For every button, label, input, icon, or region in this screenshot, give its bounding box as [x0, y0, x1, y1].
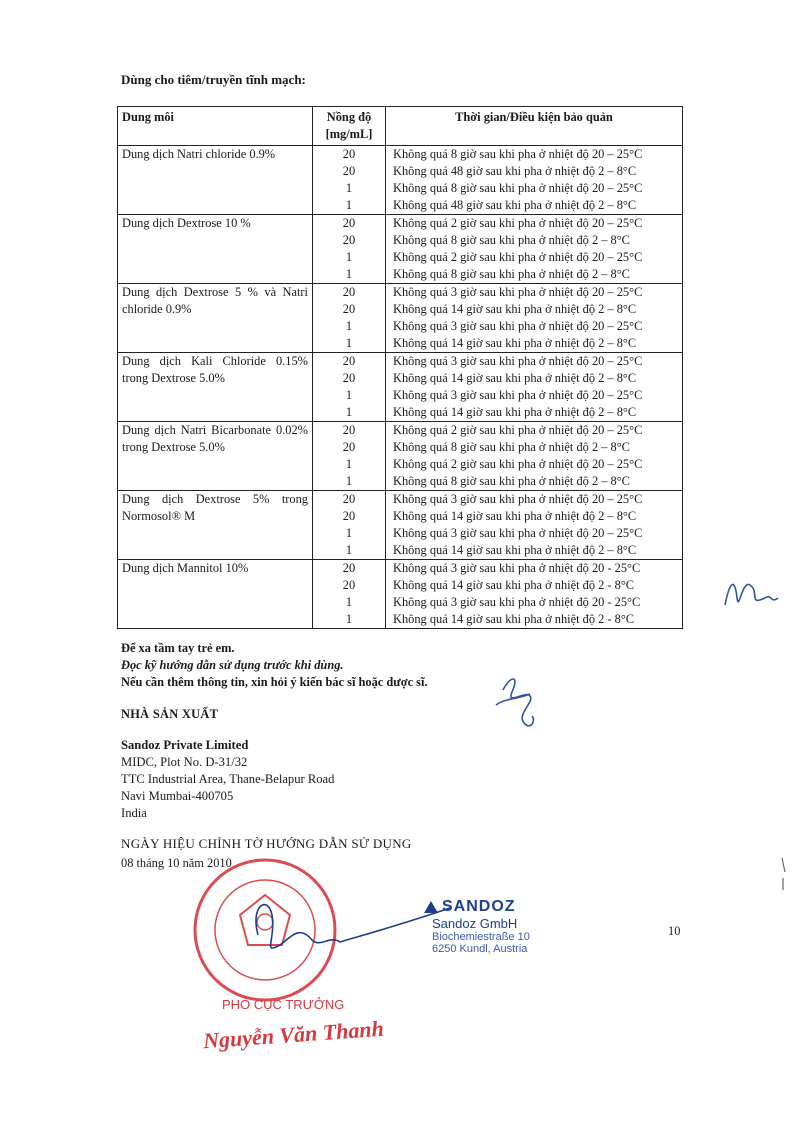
- solvent-cell: Dung dịch Dextrose 5 % và Natri chloride 0.9%: [118, 284, 313, 353]
- official-name-signature: Nguyễn Văn Thanh: [202, 1015, 385, 1054]
- warning-notes: [121, 640, 428, 691]
- concentration-cell: [313, 560, 386, 629]
- note-line: Để xa tầm tay trẻ em.: [121, 641, 235, 655]
- solvent-cell: Dung dịch Kali Chloride 0.15% trong Dextrose 5.0%: [118, 353, 313, 422]
- table-row: [118, 146, 683, 215]
- condition-text: Không quá 14 giờ sau khi pha ở nhiệt độ 2 – 8°C: [393, 543, 637, 557]
- note-line: Đọc kỹ hướng dẫn sử dụng trước khi dùng.: [121, 658, 344, 672]
- solvent-cell: Dung dịch Dextrose 10 %: [118, 215, 313, 284]
- official-title: PHÓ CỤC TRƯỞNG: [222, 997, 345, 1012]
- concentration-value: 1: [345, 405, 353, 419]
- revision-date: 08 tháng 10 năm 2010: [121, 856, 232, 870]
- condition-cell: [386, 491, 683, 560]
- table-row: [118, 491, 683, 560]
- condition-text: Không quá 14 giờ sau khi pha ở nhiệt độ 2 – 8°C: [393, 371, 637, 385]
- concentration-value: 1: [345, 612, 353, 626]
- concentration-value: 20: [342, 285, 356, 299]
- condition-text: Không quá 8 giờ sau khi pha ở nhiệt độ 20 – 25°C: [393, 181, 643, 195]
- solvent-cell: Dung dịch Dextrose 5% trong Normosol® M: [118, 491, 313, 560]
- concentration-value: 1: [345, 319, 353, 333]
- official-seal: [195, 860, 335, 1000]
- manufacturer-address: [121, 737, 334, 822]
- condition-text: Không quá 48 giờ sau khi pha ở nhiệt độ 2 – 8°C: [393, 164, 637, 178]
- concentration-value: 20: [342, 561, 356, 575]
- sandoz-company-name: Sandoz GmbH: [432, 916, 518, 931]
- header-solvent: Dung môi: [118, 107, 313, 146]
- condition-text: Không quá 14 giờ sau khi pha ở nhiệt độ 2 - 8°C: [393, 612, 635, 626]
- address-line: Navi Mumbai-400705: [121, 789, 234, 803]
- concentration-value: 1: [345, 388, 353, 402]
- condition-text: Không quá 8 giờ sau khi pha ở nhiệt độ 2 – 8°C: [393, 267, 630, 281]
- concentration-value: 1: [345, 267, 353, 281]
- solvent-cell: Dung dịch Natri chloride 0.9%: [118, 146, 313, 215]
- revision-heading: NGÀY HIỆU CHỈNH TỜ HƯỚNG DẪN SỬ DỤNG: [121, 836, 412, 851]
- condition-text: Không quá 3 giờ sau khi pha ở nhiệt độ 20 – 25°C: [393, 319, 643, 333]
- sandoz-stamp: [424, 898, 530, 955]
- solvent-cell: Dung dịch Natri Bicarbonate 0.02% trong Dextrose 5.0%: [118, 422, 313, 491]
- address-line: Sandoz Private Limited: [121, 738, 249, 752]
- table-row: [118, 353, 683, 422]
- concentration-value: 20: [342, 440, 356, 454]
- concentration-value: 20: [342, 492, 356, 506]
- concentration-value: 20: [342, 216, 356, 230]
- section-heading: Dùng cho tiêm/truyền tĩnh mạch:: [121, 72, 306, 87]
- concentration-value: 1: [345, 457, 353, 471]
- condition-cell: [386, 422, 683, 491]
- concentration-value: 20: [342, 354, 356, 368]
- concentration-value: 1: [345, 181, 353, 195]
- condition-text: Không quá 2 giờ sau khi pha ở nhiệt độ 20 – 25°C: [393, 216, 643, 230]
- condition-text: Không quá 8 giờ sau khi pha ở nhiệt độ 20 – 25°C: [393, 147, 643, 161]
- condition-cell: [386, 560, 683, 629]
- address-line: MIDC, Plot No. D-31/32: [121, 755, 248, 769]
- concentration-cell: [313, 215, 386, 284]
- table-row: [118, 422, 683, 491]
- condition-text: Không quá 2 giờ sau khi pha ở nhiệt độ 20 – 25°C: [393, 457, 643, 471]
- concentration-value: 20: [342, 509, 356, 523]
- table-header-row: [118, 107, 683, 146]
- concentration-value: 20: [342, 164, 356, 178]
- table-row: [118, 560, 683, 629]
- concentration-value: 20: [342, 302, 356, 316]
- notes-initial-signature: [496, 679, 533, 726]
- manufacturer-heading: NHÀ SẢN XUẤT: [121, 707, 219, 721]
- storage-table: [117, 106, 683, 629]
- condition-text: Không quá 48 giờ sau khi pha ở nhiệt độ 2 – 8°C: [393, 198, 637, 212]
- condition-cell: [386, 353, 683, 422]
- address-line: TTC Industrial Area, Thane-Belapur Road: [121, 772, 335, 786]
- header-concentration-line1: Nồng độ: [326, 110, 372, 124]
- table-row: [118, 284, 683, 353]
- condition-text: Không quá 14 giờ sau khi pha ở nhiệt độ 2 – 8°C: [393, 302, 637, 316]
- condition-text: Không quá 3 giờ sau khi pha ở nhiệt độ 20 – 25°C: [393, 526, 643, 540]
- margin-initial-signature: [725, 584, 778, 605]
- condition-text: Không quá 8 giờ sau khi pha ở nhiệt độ 2 – 8°C: [393, 233, 630, 247]
- condition-text: Không quá 8 giờ sau khi pha ở nhiệt độ 2 – 8°C: [393, 440, 630, 454]
- header-concentration-line2: [mg/mL]: [325, 127, 373, 141]
- condition-text: Không quá 14 giờ sau khi pha ở nhiệt độ 2 – 8°C: [393, 509, 637, 523]
- concentration-cell: [313, 284, 386, 353]
- sandoz-street: Biochemiestraße 10: [432, 931, 530, 943]
- concentration-cell: [313, 353, 386, 422]
- page-number: 10: [668, 924, 681, 938]
- concentration-value: 1: [345, 198, 353, 212]
- concentration-cell: [313, 491, 386, 560]
- concentration-value: 1: [345, 595, 353, 609]
- concentration-value: 1: [345, 336, 353, 350]
- condition-cell: [386, 146, 683, 215]
- condition-text: Không quá 3 giờ sau khi pha ở nhiệt độ 20 - 25°C: [393, 595, 641, 609]
- sandoz-triangle-icon: [424, 901, 438, 913]
- condition-text: Không quá 3 giờ sau khi pha ở nhiệt độ 20 – 25°C: [393, 285, 643, 299]
- margin-mark: [782, 858, 785, 890]
- sandoz-city: 6250 Kundl, Austria: [432, 943, 528, 955]
- condition-text: Không quá 3 giờ sau khi pha ở nhiệt độ 20 - 25°C: [393, 561, 641, 575]
- sandoz-logo: [424, 898, 530, 916]
- concentration-value: 1: [345, 543, 353, 557]
- condition-text: Không quá 2 giờ sau khi pha ở nhiệt độ 20 – 25°C: [393, 250, 643, 264]
- sandoz-logo-text: SANDOZ: [442, 898, 516, 915]
- concentration-value: 20: [342, 371, 356, 385]
- header-concentration: [313, 107, 386, 146]
- concentration-cell: [313, 146, 386, 215]
- concentration-value: 1: [345, 474, 353, 488]
- condition-text: Không quá 3 giờ sau khi pha ở nhiệt độ 20 – 25°C: [393, 388, 643, 402]
- address-line: India: [121, 806, 147, 820]
- concentration-value: 20: [342, 423, 356, 437]
- official-signature: [256, 905, 450, 949]
- condition-text: Không quá 14 giờ sau khi pha ở nhiệt độ 2 – 8°C: [393, 336, 637, 350]
- condition-cell: [386, 284, 683, 353]
- condition-text: Không quá 14 giờ sau khi pha ở nhiệt độ 2 - 8°C: [393, 578, 635, 592]
- concentration-value: 20: [342, 578, 356, 592]
- concentration-cell: [313, 422, 386, 491]
- concentration-value: 1: [345, 526, 353, 540]
- concentration-value: 20: [342, 147, 356, 161]
- solvent-cell: Dung dịch Mannitol 10%: [118, 560, 313, 629]
- condition-text: Không quá 14 giờ sau khi pha ở nhiệt độ 2 – 8°C: [393, 405, 637, 419]
- header-condition: Thời gian/Điều kiện bảo quản: [386, 107, 683, 146]
- condition-text: Không quá 8 giờ sau khi pha ở nhiệt độ 2 – 8°C: [393, 474, 630, 488]
- concentration-value: 1: [345, 250, 353, 264]
- note-line: Nếu cần thêm thông tin, xin hỏi ý kiến bác sĩ hoặc dược sĩ.: [121, 675, 428, 689]
- condition-text: Không quá 3 giờ sau khi pha ở nhiệt độ 20 – 25°C: [393, 354, 643, 368]
- concentration-value: 20: [342, 233, 356, 247]
- condition-text: Không quá 3 giờ sau khi pha ở nhiệt độ 20 – 25°C: [393, 492, 643, 506]
- table-row: [118, 215, 683, 284]
- condition-text: Không quá 2 giờ sau khi pha ở nhiệt độ 20 – 25°C: [393, 423, 643, 437]
- condition-cell: [386, 215, 683, 284]
